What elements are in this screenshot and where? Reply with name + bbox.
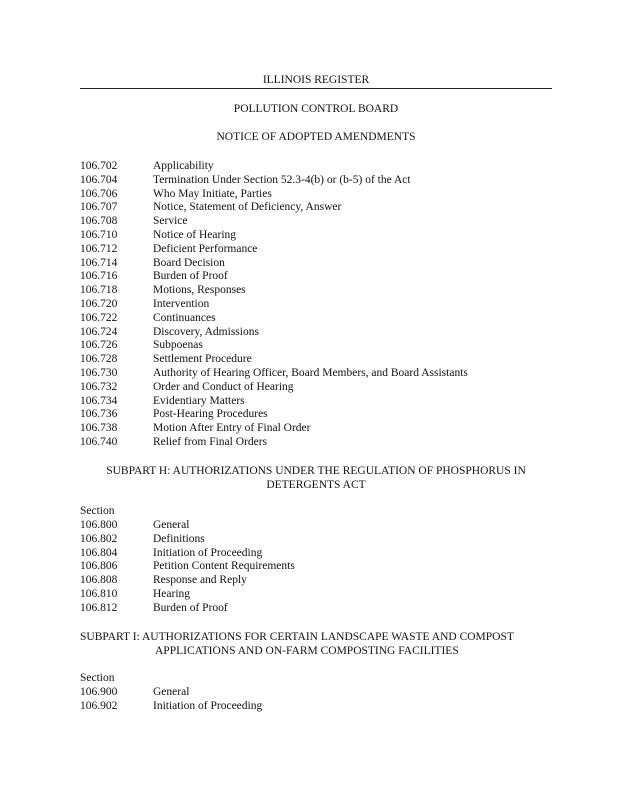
list-item [80, 547, 295, 561]
section-number: 106.712 [80, 242, 118, 255]
section-title: Response and Reply [153, 574, 247, 587]
subpart-i-heading-line2: APPLICATIONS AND ON-FARM COMPOSTING FACILITIES [155, 644, 459, 657]
section-title: Hearing [153, 587, 191, 600]
list-item [80, 602, 295, 616]
section-number: 106.812 [80, 601, 118, 614]
section-number: 106.710 [80, 228, 118, 241]
list-item [80, 201, 468, 215]
section-number: 106.902 [80, 699, 118, 712]
section-label: Section [80, 505, 115, 517]
section-title: Definitions [153, 532, 205, 545]
list-item [80, 284, 468, 298]
section-title: Deficient Performance [153, 242, 258, 255]
section-title: Intervention [153, 297, 210, 310]
list-item [80, 574, 295, 588]
section-number: 106.708 [80, 215, 118, 228]
section-label: Section [80, 672, 115, 684]
list-item [80, 174, 468, 188]
section-number: 106.702 [80, 160, 118, 172]
section-list-subpart-h [80, 519, 295, 616]
section-number: 106.736 [80, 408, 118, 421]
list-item [80, 686, 262, 700]
header-rule [80, 88, 552, 89]
section-number: 106.718 [80, 284, 118, 297]
section-number: 106.810 [80, 587, 118, 600]
section-number: 106.704 [80, 173, 118, 186]
section-title: Motions, Responses [153, 284, 246, 297]
section-title: Post-Hearing Procedures [153, 408, 268, 421]
list-item [80, 422, 468, 436]
notice-title: NOTICE OF ADOPTED AMENDMENTS [216, 131, 416, 143]
section-number: 106.806 [80, 560, 118, 573]
section-title: Notice, Statement of Deficiency, Answer [153, 201, 342, 214]
list-item [80, 339, 468, 353]
section-title: Initiation of Proceeding [153, 699, 263, 712]
section-number: 106.802 [80, 532, 118, 545]
subpart-h-heading-line2: DETERGENTS ACT [266, 478, 366, 491]
list-item [80, 160, 468, 174]
list-item [80, 188, 468, 202]
section-title: Authority of Hearing Officer, Board Members, and Board Assistants [153, 366, 468, 379]
list-item [80, 270, 468, 284]
list-item [80, 326, 468, 340]
list-item [80, 312, 468, 326]
section-title: Subpoenas [153, 339, 203, 352]
list-item [80, 243, 468, 257]
section-number: 106.808 [80, 574, 118, 587]
section-number: 106.724 [80, 325, 118, 338]
list-item [80, 588, 295, 602]
section-title: Continuances [153, 311, 216, 324]
section-number: 106.732 [80, 380, 118, 393]
section-number: 106.726 [80, 339, 118, 352]
list-item [80, 700, 262, 714]
section-number: 106.730 [80, 366, 118, 379]
subpart-i-heading [80, 631, 552, 659]
section-number: 106.800 [80, 519, 118, 531]
list-item [80, 215, 468, 229]
section-title: Settlement Procedure [153, 353, 252, 366]
section-title: Board Decision [153, 256, 225, 269]
list-item [80, 381, 468, 395]
section-title: Discovery, Admissions [153, 325, 259, 338]
list-item [80, 229, 468, 243]
register-header: ILLINOIS REGISTER [262, 74, 370, 86]
section-title: Initiation of Proceeding [153, 546, 263, 559]
section-list-subpart-g [80, 160, 468, 450]
section-title: Service [153, 215, 188, 228]
section-number: 106.804 [80, 546, 118, 559]
list-item [80, 436, 468, 450]
section-number: 106.716 [80, 270, 118, 283]
section-number: 106.728 [80, 353, 118, 366]
list-item [80, 367, 468, 381]
list-item [80, 298, 468, 312]
section-number: 106.734 [80, 394, 118, 407]
list-item [80, 257, 468, 271]
section-number: 106.900 [80, 686, 118, 698]
section-number: 106.707 [80, 201, 118, 214]
section-title: Termination Under Section 52.3-4(b) or (b-5) of the Act [153, 173, 411, 186]
section-number: 106.720 [80, 297, 118, 310]
subpart-h-heading-line1: SUBPART H: AUTHORIZATIONS UNDER THE REGULATION OF PHOSPHORUS IN [106, 465, 526, 477]
list-item [80, 560, 295, 574]
section-title: Evidentiary Matters [153, 394, 245, 407]
section-title: Who May Initiate, Parties [153, 187, 272, 200]
section-number: 106.740 [80, 435, 118, 448]
list-item [80, 395, 468, 409]
section-title: General [153, 519, 190, 531]
section-title: Notice of Hearing [153, 228, 237, 241]
list-item [80, 533, 295, 547]
section-title: Burden of Proof [153, 270, 228, 283]
section-title: Petition Content Requirements [153, 560, 295, 573]
section-title: Burden of Proof [153, 601, 228, 614]
list-item [80, 408, 468, 422]
subpart-h-heading [80, 465, 552, 493]
list-item [80, 519, 295, 533]
section-number: 106.738 [80, 422, 118, 435]
board-title: POLLUTION CONTROL BOARD [233, 103, 399, 115]
section-title: Relief from Final Orders [153, 435, 268, 448]
section-list-subpart-i [80, 686, 262, 714]
section-number: 106.722 [80, 311, 118, 324]
section-number: 106.706 [80, 187, 118, 200]
section-title: Motion After Entry of Final Order [153, 422, 311, 435]
subpart-i-heading-line1: SUBPART I: AUTHORIZATIONS FOR CERTAIN LANDSCAPE WASTE AND COMPOST [80, 631, 514, 643]
list-item [80, 353, 468, 367]
section-title: Applicability [153, 160, 214, 172]
section-title: General [153, 686, 190, 698]
section-title: Order and Conduct of Hearing [153, 380, 294, 393]
section-number: 106.714 [80, 256, 118, 269]
